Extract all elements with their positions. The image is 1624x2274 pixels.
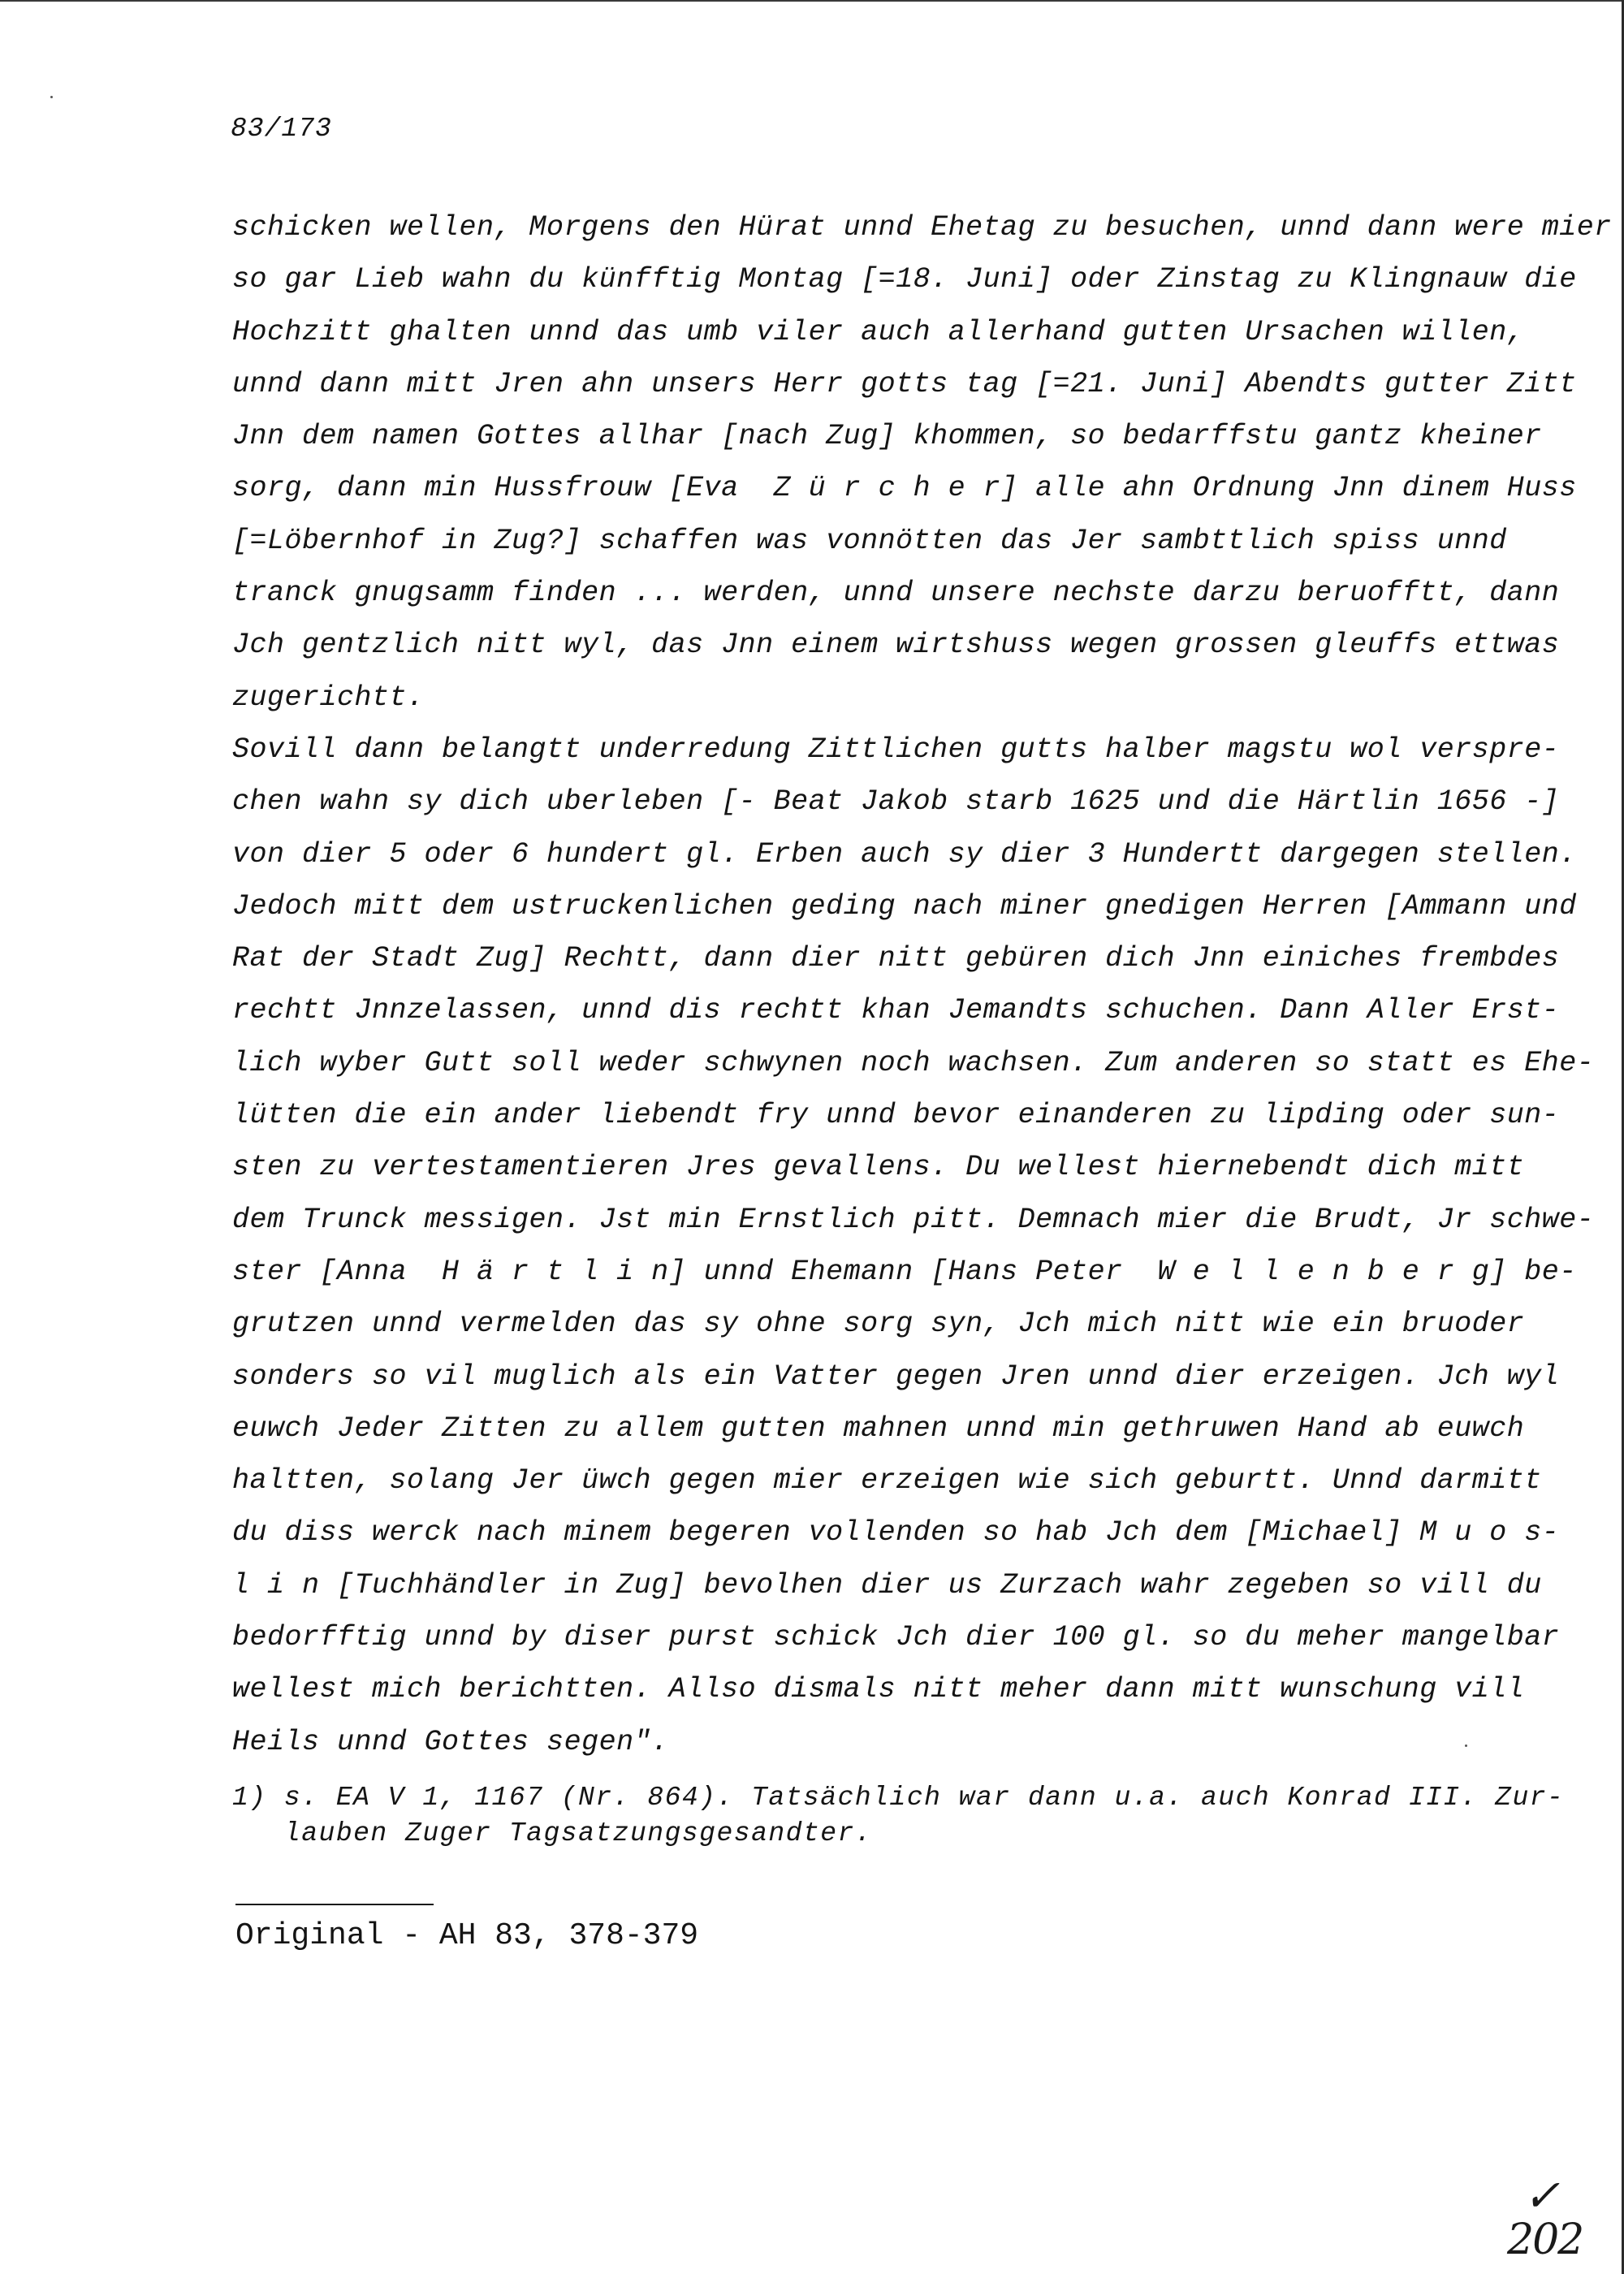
- body-line: chen wahn sy dich uberleben [- Beat Jakob starb 1625 und die Härtlin 1656 -]: [232, 785, 1560, 819]
- footnote-line: 1) s. EA V 1, 1167 (Nr. 864). Tatsächlich war dann u.a. auch Konrad III. Zur-: [232, 1783, 1565, 1813]
- archive-stamp: [1507, 2170, 1621, 2274]
- footnote-line: lauben Zuger Tagsatzungsgesandter.: [232, 1818, 873, 1848]
- body-line: sten zu vertestamentieren Jres gevallens. Du wellest hiernebendt dich mitt: [232, 1151, 1525, 1184]
- scan-speck: [50, 96, 53, 98]
- body-line: von dier 5 oder 6 hundert gl. Erben auch sy dier 3 Hundertt dargegen stellen.: [232, 837, 1577, 871]
- body-line: so gar Lieb wahn du künfftig Montag [=18. Juni] oder Zinstag zu Klingnauw die: [232, 263, 1577, 296]
- body-line: Jedoch mitt dem ustruckenlichen geding nach miner gnedigen Herren [Ammann und: [232, 889, 1577, 923]
- check-mark-icon: ✓: [1523, 2170, 1561, 2221]
- footnote: [232, 1780, 1565, 1852]
- body-line: [=Löbernhof in Zug?] schaffen was vonnötten das Jer sambttlich spiss unnd: [232, 524, 1507, 557]
- body-line: Sovill dann belangtt underredung Zittlichen gutts halber magstu wol verspre-: [232, 733, 1560, 766]
- body-line: lich wyber Gutt soll weder schwynen noch wachsen. Zum anderen so statt es Ehe-: [232, 1046, 1595, 1079]
- body-line: sonders so vil muglich als ein Vatter gegen Jren unnd dier erzeigen. Jch wyl: [232, 1360, 1560, 1393]
- source-separator: [235, 1904, 434, 1905]
- source-reference: Original - AH 83, 378-379: [235, 1918, 699, 1953]
- body-line: grutzen unnd vermelden das sy ohne sorg syn, Jch mich nitt wie ein bruoder: [232, 1308, 1525, 1341]
- body-line: euwch Jeder Zitten zu allem gutten mahnen unnd min gethruwen Hand ab euwch: [232, 1412, 1525, 1445]
- body-line: ster [Anna H ä r t l i n] unnd Ehemann [Hans Peter W e l l e n b e r g] be-: [232, 1255, 1577, 1288]
- archive-folio-number: 202: [1507, 2216, 1583, 2264]
- body-line: Jch gentzlich nitt wyl, das Jnn einem wirtshuss wegen grossen gleuffs ettwas: [232, 629, 1560, 662]
- body-line: wellest mich berichtten. Allso dismals nitt meher dann mitt wunschung vill: [232, 1673, 1525, 1706]
- body-line: schicken wellen, Morgens den Hürat unnd Ehetag zu besuchen, unnd dann were mier: [232, 211, 1612, 244]
- body-line: lütten die ein ander liebendt fry unnd bevor einanderen zu lipding oder sun-: [232, 1099, 1560, 1132]
- body-line: rechtt Jnnzelassen, unnd dis rechtt khan Jemandts schuchen. Dann Aller Erst-: [232, 994, 1560, 1027]
- page-number: 83/173: [231, 114, 332, 144]
- body-line: Rat der Stadt Zug] Rechtt, dann dier nitt gebüren dich Jnn einiches frembdes: [232, 942, 1560, 975]
- body-line: sorg, dann min Hussfrouw [Eva Z ü r c h e r] alle ahn Ordnung Jnn dinem Huss: [232, 472, 1577, 505]
- scan-top-edge: [0, 0, 1624, 2]
- body-line: l i n [Tuchhändler in Zug] bevolhen dier us Zurzach wahr zegeben so vill du: [232, 1568, 1542, 1602]
- body-line: Jnn dem namen Gottes allhar [nach Zug] khommen, so bedarffstu gantz kheiner: [232, 420, 1542, 453]
- letter-body: [232, 201, 1612, 1768]
- body-line: Heils unnd Gottes segen".: [232, 1725, 669, 1758]
- body-line: bedorfftig unnd by diser purst schick Jch dier 100 gl. so du meher mangelbar: [232, 1621, 1560, 1654]
- body-line: tranck gnugsamm finden ... werden, unnd unsere nechste darzu beruofftt, dann: [232, 577, 1560, 610]
- body-line: unnd dann mitt Jren ahn unsers Herr gotts tag [=21. Juni] Abendts gutter Zitt: [232, 367, 1577, 400]
- body-line: du diss werck nach minem begeren vollenden so hab Jch dem [Michael] M u o s-: [232, 1516, 1560, 1550]
- body-line: haltten, solang Jer üwch gegen mier erzeigen wie sich geburtt. Unnd darmitt: [232, 1464, 1542, 1498]
- body-line: zugerichtt.: [232, 681, 425, 714]
- body-line: dem Trunck messigen. Jst min Ernstlich pitt. Demnach mier die Brudt, Jr schwe-: [232, 1203, 1595, 1236]
- body-line: Hochzitt ghalten unnd das umb viler auch allerhand gutten Ursachen willen,: [232, 315, 1525, 348]
